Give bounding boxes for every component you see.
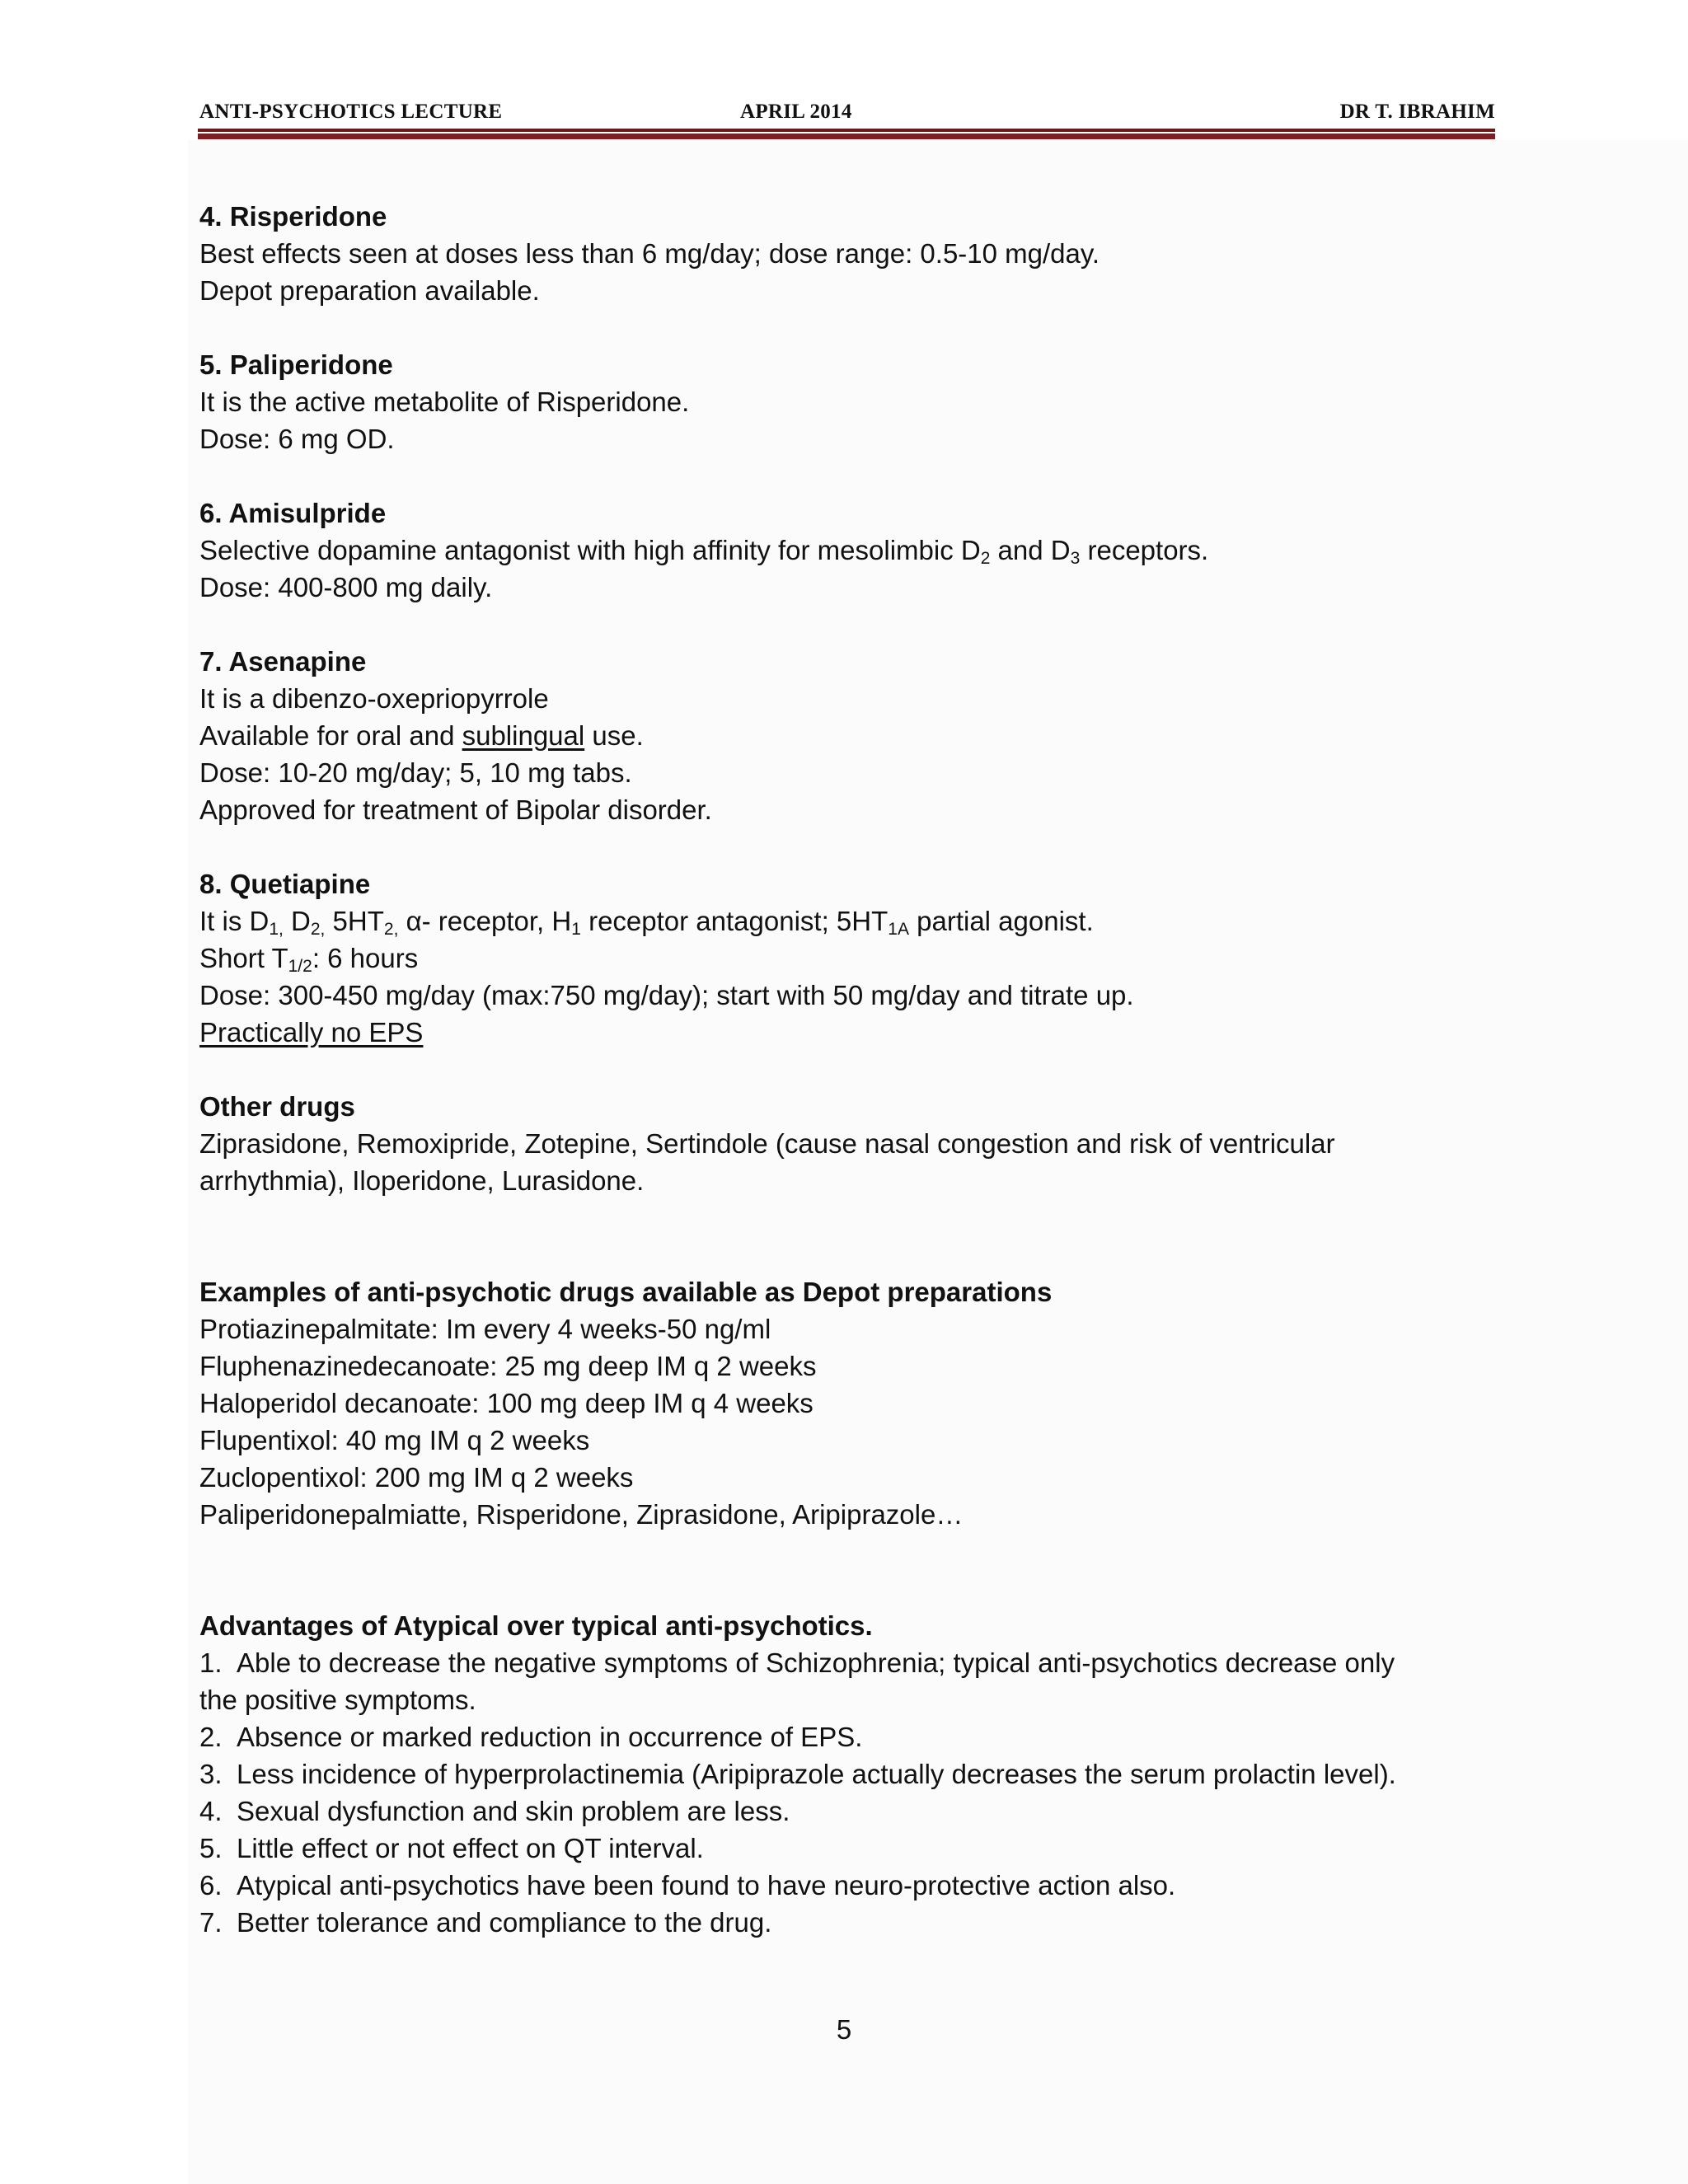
amisulpride-line-1: Selective dopamine antagonist with high affinity for mesolimbic $D_2$ and $D_3$ receptors. bbox=[199, 535, 1209, 568]
list-text: Sexual dysfunction and skin problem are less. bbox=[237, 1796, 790, 1826]
list-text: Atypical anti-psychotics have been found to have neuro-protective action also. bbox=[237, 1870, 1176, 1900]
depot-item: Zuclopentixol: 200 mg IM q 2 weeks bbox=[199, 1462, 634, 1493]
depot-item: Paliperidonepalmiatte, Risperidone, Ziprasidone, Aripiprazole… bbox=[199, 1499, 964, 1530]
list-number: 3. bbox=[199, 1759, 223, 1789]
paliperidone-line-1: It is the active metabolite of Risperidone. bbox=[199, 387, 690, 417]
document-body bbox=[199, 198, 1485, 1941]
list-text: the positive symptoms. bbox=[199, 1685, 476, 1715]
list-text: Able to decrease the negative symptoms of Schizophrenia; typical anti-psychotics decrease only bbox=[237, 1647, 1395, 1678]
section-title-quetiapine: 8. Quetiapine bbox=[199, 869, 371, 899]
list-text: Absence or marked reduction in occurrence of EPS. bbox=[237, 1722, 863, 1752]
list-number: 6. bbox=[199, 1870, 223, 1900]
list-item bbox=[199, 1904, 1485, 1941]
list-item bbox=[199, 1793, 1485, 1830]
other-drugs-line-2: arrhythmia), Iloperidone, Lurasidone. bbox=[199, 1165, 645, 1196]
list-text: Little effect or not effect on QT interval. bbox=[237, 1833, 704, 1863]
list-number: 5. bbox=[199, 1833, 223, 1863]
header-date: APRIL 2014 bbox=[740, 101, 852, 123]
underlined-sublingual: sublingual bbox=[462, 720, 585, 751]
section-title-other-drugs: Other drugs bbox=[199, 1091, 355, 1122]
quetiapine-line-3: Dose: 300-450 mg/day (max:750 mg/day); start with 50 mg/day and titrate up. bbox=[199, 980, 1134, 1010]
list-number: 1. bbox=[199, 1647, 223, 1678]
quetiapine-line-4: Practically no EPS bbox=[199, 1017, 424, 1047]
section-title-risperidone: 4. Risperidone bbox=[199, 201, 387, 232]
asenapine-line-3: Dose: 10-20 mg/day; 5, 10 mg tabs. bbox=[199, 757, 632, 788]
list-text: Less incidence of hyperprolactinemia (Aripiprazole actually decreases the serum prolactin level). bbox=[237, 1759, 1396, 1789]
list-item bbox=[199, 1755, 1485, 1793]
header-rule-thin bbox=[198, 129, 1495, 132]
section-title-asenapine: 7. Asenapine bbox=[199, 646, 367, 677]
depot-item: Protiazinepalmitate: Im every 4 weeks-50 ng/ml bbox=[199, 1314, 771, 1344]
section-title-paliperidone: 5. Paliperidone bbox=[199, 349, 393, 380]
page-header bbox=[199, 97, 1495, 127]
asenapine-line-4: Approved for treatment of Bipolar disorder. bbox=[199, 794, 712, 825]
list-item bbox=[199, 1867, 1485, 1904]
list-text: Better tolerance and compliance to the drug. bbox=[237, 1907, 772, 1938]
list-number: 4. bbox=[199, 1796, 223, 1826]
risperidone-line-2: Depot preparation available. bbox=[199, 275, 540, 306]
paliperidone-line-2: Dose: 6 mg OD. bbox=[199, 424, 395, 454]
header-rule-thick bbox=[198, 134, 1495, 139]
list-item bbox=[199, 1681, 1485, 1718]
header-author: DR T. IBRAHIM bbox=[1339, 101, 1495, 123]
section-title-depot: Examples of anti-psychotic drugs available as Depot preparations bbox=[199, 1277, 1053, 1307]
quetiapine-line-2: Short $T_{1/2}$: 6 hours bbox=[199, 943, 419, 976]
section-title-amisulpride: 6. Amisulpride bbox=[199, 498, 387, 528]
depot-item: Flupentixol: 40 mg IM q 2 weeks bbox=[199, 1425, 590, 1455]
amisulpride-line-2: Dose: 400-800 mg daily. bbox=[199, 572, 493, 602]
asenapine-line-1: It is a dibenzo-oxepriopyrrole bbox=[199, 683, 549, 714]
depot-item: Fluphenazinedecanoate: 25 mg deep IM q 2 weeks bbox=[199, 1351, 817, 1381]
list-item bbox=[199, 1718, 1485, 1755]
asenapine-line-2: Available for oral and sublingual use. bbox=[199, 720, 644, 751]
list-number: 2. bbox=[199, 1722, 223, 1752]
page-number: 5 bbox=[836, 2014, 852, 2045]
list-number: 7. bbox=[199, 1907, 223, 1938]
risperidone-line-1: Best effects seen at doses less than 6 mg/day; dose range: 0.5-10 mg/day. bbox=[199, 238, 1100, 269]
quetiapine-line-1: It is $D_{1,}$ $D_{2,}$ $5HT_{2,}$ α- receptor, $H_1$ receptor antagonist; $5HT_{1A}$ partial agonist. bbox=[199, 906, 1094, 939]
header-title: ANTI-PSYCHOTICS LECTURE bbox=[199, 101, 503, 123]
section-title-advantages: Advantages of Atypical over typical anti-psychotics. bbox=[199, 1610, 873, 1641]
list-item bbox=[199, 1644, 1485, 1681]
list-item bbox=[199, 1830, 1485, 1867]
depot-item: Haloperidol decanoate: 100 mg deep IM q 4 weeks bbox=[199, 1388, 814, 1418]
other-drugs-line-1: Ziprasidone, Remoxipride, Zotepine, Sertindole (cause nasal congestion and risk of ventricular bbox=[199, 1128, 1335, 1159]
